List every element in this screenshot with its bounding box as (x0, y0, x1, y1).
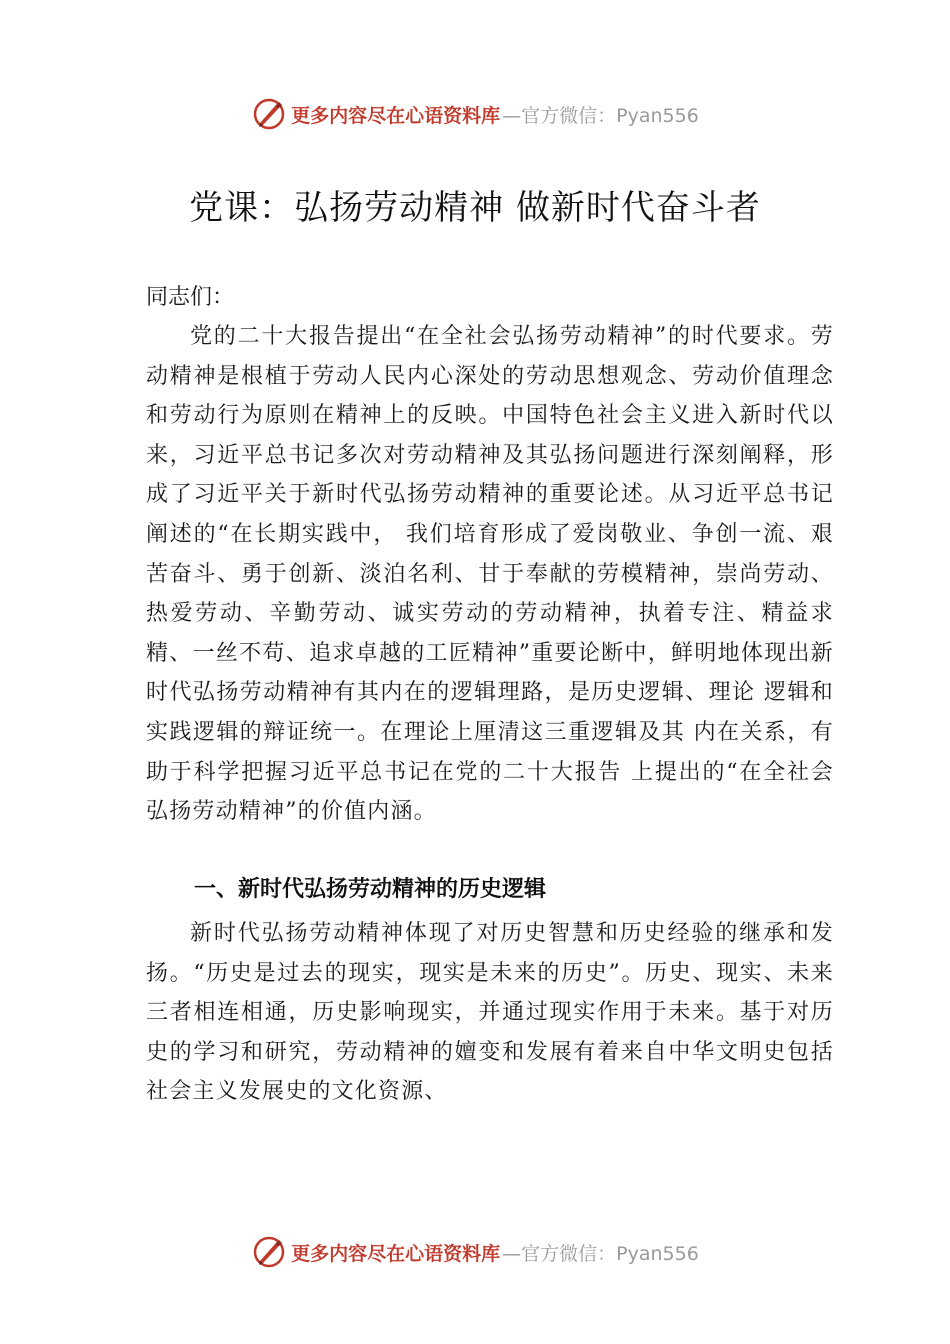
footer-watermark-banner (0, 1232, 950, 1272)
body-paragraph-1: 党的二十大报告提出“在全社会弘扬劳动精神”的时代要求。劳动精神是根植于劳动人民内心深处的劳动思想观念、劳动价值理念和劳动行为原则在精神上的反映。中国特色社会主义进入新时代以来，习近平总书记多次对劳动精神及其弘扬问题进行深刻阐释，形成了习近平关于新时代弘扬劳动精神的重要论述。从习近平总书记阐述的“在长期实践中， 我们培育形成了爱岗敬业、争创一流、艰苦奋斗、勇于创新、淡泊名利、甘于奉献的劳模精神，崇尚劳动、热爱劳动、辛勤劳动、诚实劳动的劳动精神，执着专注、精益求精、一丝不苟、追求卓越的工匠精神”重要论断中，鲜明地体现出新 时代弘扬劳动精神有其内在的逻辑理路，是历史逻辑、理论 逻辑和实践逻辑的辩证统一。在理论上厘清这三重逻辑及其 内在关系，有助于科学把握习近平总书记在党的二十大报告 上提出的“在全社会弘扬劳动精神”的价值内涵。 (146, 324, 834, 825)
pen-logo-icon (251, 96, 287, 132)
document-title: 党课：弘扬劳动精神 做新时代奋斗者 (189, 188, 761, 228)
salutation: 同志们： (146, 285, 235, 310)
banner-library-text: 更多内容尽在心语资料库 (291, 1242, 501, 1265)
banner-wechat-text: —官方微信：Pyan556 (502, 1242, 699, 1265)
pen-logo-icon (251, 1234, 287, 1270)
banner-wechat-text: —官方微信：Pyan556 (502, 104, 699, 127)
header-watermark-banner (0, 94, 950, 134)
body-paragraph-2: 新时代弘扬劳动精神体现了对历史智慧和历史经验的继承和发扬。“历史是过去的现实，现实是未来的历史”。历史、现实、未来三者相连相通，历史影响现实，并通过现实作用于未来。基于对历史的学习和研究，劳动精神的嬗变和发展有着来自中华文明史包括社会主义发展史的文化资源、 (146, 921, 834, 1105)
section-heading-1: 一、新时代弘扬劳动精神的历史逻辑 (194, 877, 547, 902)
banner-library-text: 更多内容尽在心语资料库 (291, 104, 501, 127)
